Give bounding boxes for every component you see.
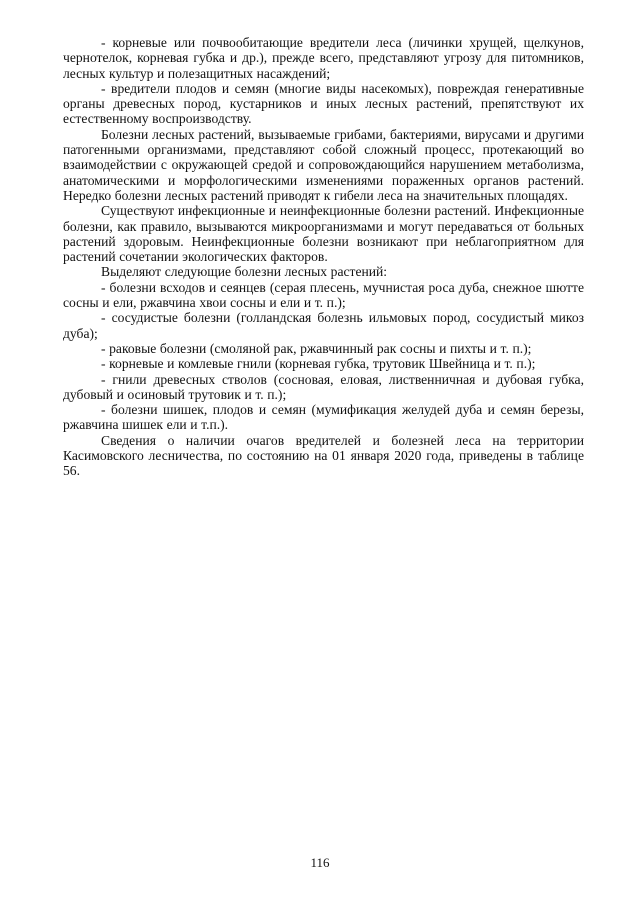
paragraph-seed-pests: - вредители плодов и семян (многие виды насекомых), повреждая генеративные органы древесных пород, кустарников и иных лесных растений, препятствуют их естественному воспроизводству. bbox=[63, 80, 584, 127]
list-item-canker-diseases: - раковые болезни (смоляной рак, ржавчинный рак сосны и пихты и т. п.); bbox=[101, 340, 532, 356]
list-item-stem-rot: - гнили древесных стволов (сосновая, еловая, лиственничная и дубовая губка, дубовый и осиновый трутовик и т. п.); bbox=[63, 371, 584, 402]
paragraph-table-reference: Сведения о наличии очагов вредителей и болезней леса на территории Касимовского лесничества, по состоянию на 01 января 2020 года, приведены в таблице 56. bbox=[63, 432, 584, 479]
list-item-seedling-diseases: - болезни всходов и сеянцев (серая плесень, мучнистая роса дуба, снежное шютте сосны и ели, ржавчина хвои сосны и ели и т. п.); bbox=[63, 279, 584, 311]
page-body bbox=[63, 35, 584, 479]
paragraph-disease-list-intro: Выделяют следующие болезни лесных растений: bbox=[101, 264, 388, 280]
paragraph-infectious-diseases: Существуют инфекционные и неинфекционные болезни растений. Инфекционные болезни, как правило, вызываются микроорганизмами и могут передаваться от больных растений здоровым. Неинфекционные болезни возникают при неблагоприятном для растений сочетании экологических факторов. bbox=[63, 203, 584, 265]
list-item-vascular-diseases: - сосудистые болезни (голландская болезнь ильмовых пород, сосудистый микоз дуба); bbox=[63, 310, 584, 341]
paragraph-root-pests: - корневые или почвообитающие вредители леса (личинки хрущей, щелкунов, чернотелок, корневая губка и др.), прежде всего, представляют угрозу для питомников, лесных культур и полезащитных насаждений; bbox=[63, 35, 584, 81]
list-item-cone-seed-diseases: - болезни шишек, плодов и семян (мумификация желудей дуба и семян березы, ржавчина шишек ели и т.п.). bbox=[63, 402, 584, 433]
paragraph-diseases-overview: Болезни лесных растений, вызываемые грибами, бактериями, вирусами и другими патогенными организмами, представляют собой сложный процесс, протекающий во взаимодействии с окружающей средой и сопровождающийся нарушением метаболизма, анатомическими и морфологическими изменениями пораженных органов растений. Нередко болезни лесных растений приводят к гибели леса на значительных площадях. bbox=[63, 126, 584, 203]
page-number: 116 bbox=[310, 855, 330, 870]
list-item-root-rot: - корневые и комлевые гнили (корневая губка, трутовик Швейница и т. п.); bbox=[101, 356, 536, 372]
